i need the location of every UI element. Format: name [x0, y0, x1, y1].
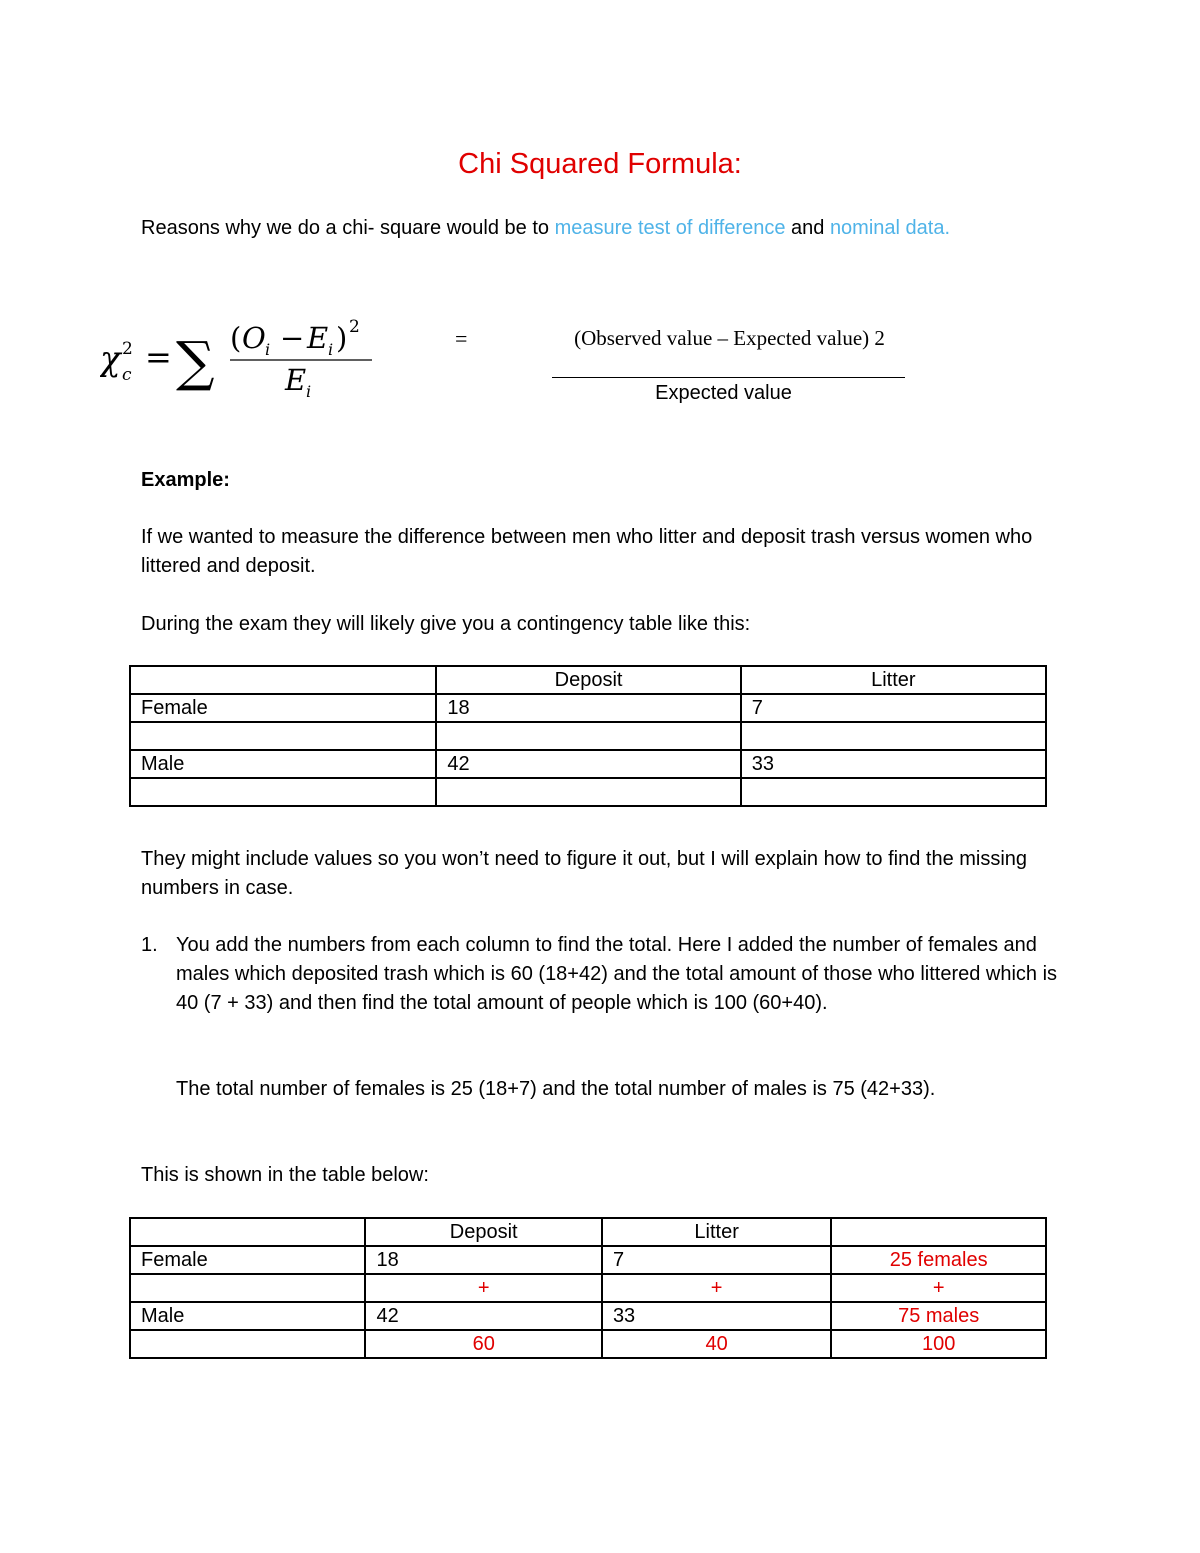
table-cell — [130, 778, 436, 806]
table-header-deposit: Deposit — [436, 666, 740, 694]
table-cell — [436, 722, 740, 750]
formula-denominator: Expected value — [655, 382, 792, 404]
reasons-highlight-difference: measure test of difference — [554, 217, 786, 239]
svg-text:i: i — [306, 382, 312, 401]
table-cell — [130, 1330, 365, 1358]
contingency-table — [129, 665, 1047, 807]
table-row — [130, 1330, 1046, 1358]
table-cell: 42 — [436, 750, 740, 778]
table-cell — [130, 666, 436, 694]
table-cell — [741, 722, 1046, 750]
litter-total-cell: 40 — [602, 1330, 831, 1358]
might-include-text: They might include values so you won’t need to figure it out, but I will explain how to find the missing numbers in case. — [141, 848, 1028, 899]
table-header-litter: Litter — [602, 1218, 831, 1246]
table-header-litter: Litter — [741, 666, 1046, 694]
grand-total-cell: 100 — [831, 1330, 1046, 1358]
step-1-totals-text: The total number of females is 25 (18+7) and the total number of males is 75 (42+33). — [176, 1078, 936, 1100]
svg-text:∑: ∑ — [176, 330, 215, 393]
table-cell — [831, 1218, 1046, 1246]
table-cell: Female — [130, 1246, 365, 1274]
svg-text:χ: χ — [100, 339, 121, 379]
example-heading: Example: — [141, 469, 230, 491]
svg-text:c: c — [122, 365, 132, 385]
reasons-prefix: Reasons why we do a chi- square would be to — [141, 217, 555, 239]
svg-text:2: 2 — [349, 317, 360, 337]
plus-sign: + — [365, 1274, 601, 1302]
svg-text:−: − — [280, 321, 305, 355]
table-cell: Female — [130, 694, 436, 722]
table-cell: 7 — [741, 694, 1046, 722]
table-cell: Male — [130, 750, 436, 778]
table-cell: 7 — [602, 1246, 831, 1274]
page-title: Chi Squared Formula: — [458, 148, 742, 180]
female-total-cell: 25 females — [831, 1246, 1046, 1274]
equals-sign: = — [455, 326, 468, 351]
table-cell: 18 — [365, 1246, 601, 1274]
table-cell: Male — [130, 1302, 365, 1330]
shown-text: This is shown in the table below: — [141, 1164, 429, 1186]
reasons-middle: and — [785, 217, 830, 239]
svg-text:=: = — [145, 338, 172, 376]
table-row — [130, 722, 1046, 750]
table-row — [130, 1274, 1046, 1302]
table-cell — [436, 778, 740, 806]
example-text: If we wanted to measure the difference between men who litter and deposit trash versus women who littered and deposit. — [141, 526, 1033, 577]
table-header-row — [130, 666, 1046, 694]
table-cell: 33 — [741, 750, 1046, 778]
svg-text:E: E — [285, 363, 307, 397]
table-cell: 42 — [365, 1302, 601, 1330]
table-cell — [741, 778, 1046, 806]
fraction-bar — [552, 377, 905, 378]
totals-table — [129, 1217, 1047, 1359]
svg-text:O: O — [242, 321, 266, 355]
step-number: 1. — [141, 934, 158, 956]
step-1-text: You add the numbers from each column to find the total. Here I added the number of females and males which deposited trash which is 60 (18+42) and the total amount of those who littered which is 40 (7 + 33) and then find the total amount of people which is 100 (60+40). — [176, 934, 1058, 1014]
table-row — [130, 750, 1046, 778]
formula-numerator: (Observed value – Expected value) 2 — [574, 326, 885, 350]
svg-text:E: E — [307, 321, 329, 355]
svg-text:i: i — [328, 340, 334, 359]
reasons-paragraph — [141, 214, 1071, 243]
plus-sign: + — [831, 1274, 1046, 1302]
exam-text: During the exam they will likely give you a contingency table like this: — [141, 613, 751, 635]
chi-squared-formula-image — [100, 308, 400, 408]
svg-text:2: 2 — [122, 339, 133, 359]
reasons-highlight-nominal: nominal data. — [829, 217, 951, 239]
table-cell: 18 — [436, 694, 740, 722]
table-cell: 33 — [602, 1302, 831, 1330]
table-row — [130, 1302, 1046, 1330]
table-cell — [130, 1274, 365, 1302]
deposit-total-cell: 60 — [365, 1330, 601, 1358]
table-cell — [130, 1218, 365, 1246]
table-row — [130, 778, 1046, 806]
table-cell — [130, 722, 436, 750]
table-row — [130, 694, 1046, 722]
svg-text:): ) — [336, 321, 348, 355]
plus-sign: + — [602, 1274, 831, 1302]
svg-text:i: i — [265, 340, 271, 359]
svg-text:(: ( — [230, 321, 242, 355]
table-header-deposit: Deposit — [365, 1218, 601, 1246]
table-header-row — [130, 1218, 1046, 1246]
male-total-cell: 75 males — [831, 1302, 1046, 1330]
table-row — [130, 1246, 1046, 1274]
